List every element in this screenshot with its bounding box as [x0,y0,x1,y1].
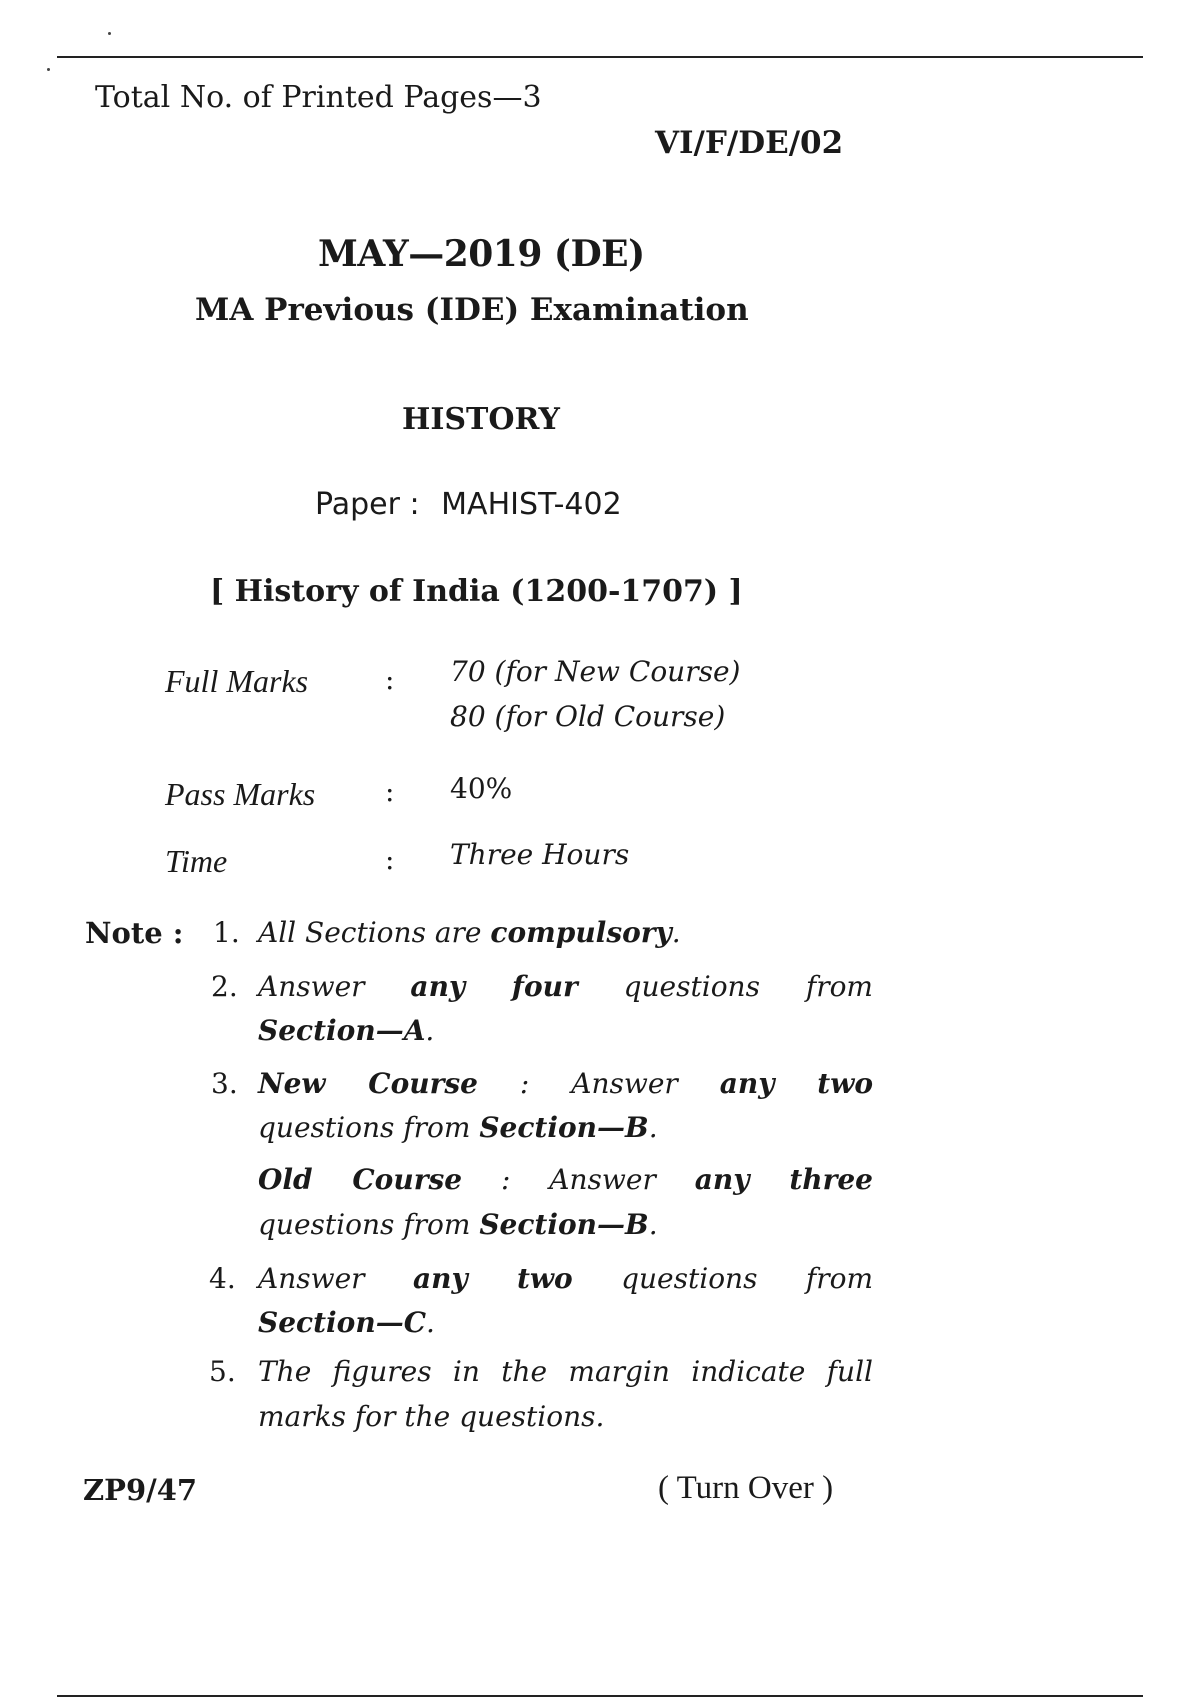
note-text: questions from [258,1208,480,1241]
note-text: questions from [572,1262,873,1295]
full-marks-colon: : [385,663,395,696]
note-item-1 [258,916,681,949]
note-emphasis: Old Course [258,1163,463,1196]
scan-speck [47,68,50,71]
paper-line [315,487,622,522]
note-emphasis: Section—A [258,1014,426,1047]
note-item-3-line-2 [258,1111,658,1144]
note-item-2-line-2 [258,1014,434,1047]
note-emphasis: Section—B [479,1208,649,1241]
note-text: . [425,1306,435,1339]
note-item-number: 4. [209,1262,236,1295]
full-marks-old: 80 (for Old Course) [450,700,726,733]
note-text: Answer [258,970,411,1003]
time-value: Three Hours [450,838,630,871]
paper-label: Paper : [315,487,420,522]
full-marks-label: Full Marks [165,663,309,699]
note-emphasis: compulsory [490,916,672,949]
note-item-number: 3. [211,1067,238,1100]
time-colon: : [385,843,395,876]
paper-course-code: MAHIST-402 [441,487,622,522]
note-emphasis: any four [410,970,578,1003]
note-emphasis: any two [412,1262,573,1295]
note-text: . [671,916,681,949]
note-emphasis: any three [694,1163,873,1196]
note-text: . [648,1208,658,1241]
note-item-3-line-4 [258,1208,658,1241]
note-emphasis: Section—C [258,1306,426,1339]
note-item-2-line-1 [258,970,873,1003]
note-emphasis: any two [719,1067,873,1100]
full-marks-new: 70 (for New Course) [450,655,741,688]
note-text: All Sections are [258,916,491,949]
note-item-number: 1. [213,916,240,949]
footer-paper-code: ZP9/47 [83,1473,198,1507]
pass-marks-label: Pass Marks [165,776,316,812]
turn-over-label: ( Turn Over ) [658,1470,834,1506]
note-emphasis: Section—B [479,1111,649,1144]
exam-name: MA Previous (IDE) Examination [195,292,749,328]
note-item-4-line-1 [258,1262,873,1295]
pass-marks-colon: : [385,775,395,808]
paper-title: [ History of India (1200-1707) ] [210,574,743,609]
top-rule [57,56,1143,58]
note-item-5-line-1: The figures in the margin indicate full [258,1355,873,1388]
note-text: questions from [577,970,873,1003]
note-text: . [425,1014,435,1047]
note-text: questions from [258,1111,480,1144]
note-text: Answer [258,1262,413,1295]
time-label: Time [165,843,228,879]
note-text: : Answer [462,1163,695,1196]
note-item-4-line-2 [258,1306,435,1339]
note-item-number: 2. [211,970,238,1003]
paper-code: VI/F/DE/02 [655,125,844,161]
note-emphasis: New Course [258,1067,478,1100]
bottom-rule [57,1695,1143,1697]
note-item-3-line-1 [258,1067,873,1100]
printed-pages-count: Total No. of Printed Pages—3 [95,80,542,115]
scan-speck [108,32,111,35]
note-item-number: 5. [209,1355,236,1388]
note-item-5-line-2: marks for the questions. [258,1400,605,1433]
subject-title: HISTORY [402,402,560,437]
note-item-3-line-3 [258,1163,873,1196]
note-text: : Answer [477,1067,720,1100]
note-label: Note : [85,916,184,950]
exam-month: MAY—2019 (DE) [318,233,645,275]
pass-marks-value: 40% [450,772,513,805]
note-text: . [648,1111,658,1144]
